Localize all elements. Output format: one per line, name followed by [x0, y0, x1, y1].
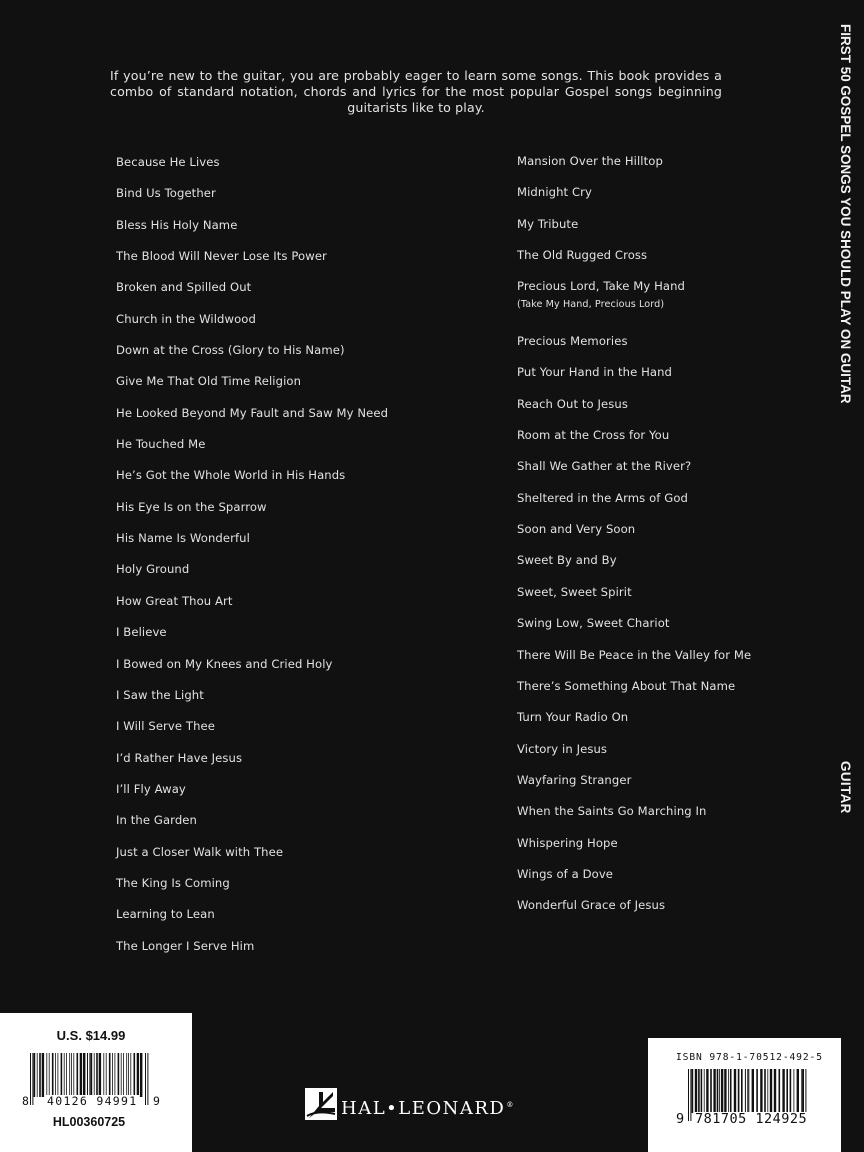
song-subtitle: (Take My Hand, Precious Lord): [517, 299, 665, 311]
song-list-left: [116, 154, 388, 969]
song-title: Shall We Gather at the River?: [517, 459, 692, 474]
song-item: [116, 750, 388, 781]
song-item: [116, 624, 388, 655]
song-title: Precious Lord, Take My Hand: [517, 279, 685, 294]
song-title: Holy Ground: [116, 562, 190, 577]
song-title: Wings of a Dove: [517, 866, 614, 881]
song-item: [116, 373, 388, 404]
publisher-name: [341, 1098, 515, 1119]
song-item: [116, 279, 388, 310]
song-item: [517, 364, 751, 395]
song-title: The King Is Coming: [116, 875, 230, 890]
song-item: [517, 521, 751, 552]
song-item: [517, 678, 751, 709]
song-title: Broken and Spilled Out: [116, 280, 252, 295]
song-title: He’s Got the Whole World in His Hands: [116, 468, 346, 483]
song-title: The Blood Will Never Lose Its Power: [116, 249, 327, 264]
song-title: Because He Lives: [116, 155, 220, 169]
song-item: [116, 217, 388, 248]
song-item: [116, 248, 388, 279]
publisher-name-text: HAL•LEONARD: [341, 1097, 506, 1119]
song-title: Soon and Very Soon: [517, 522, 636, 537]
song-item: [116, 185, 388, 216]
song-title: Just a Closer Walk with Thee: [116, 844, 284, 859]
song-item: [517, 866, 751, 897]
song-item: [517, 835, 751, 866]
song-item: [517, 709, 751, 740]
isbn-digit-first: 9: [676, 1111, 685, 1127]
song-item: [116, 405, 388, 436]
song-title: His Eye Is on the Sparrow: [116, 499, 267, 514]
song-item: [116, 467, 388, 498]
song-title: Learning to Lean: [116, 907, 215, 922]
song-title: I Will Serve Thee: [116, 719, 215, 734]
song-item: [517, 615, 751, 646]
song-item: [116, 499, 388, 530]
song-title: Bind Us Together: [116, 186, 216, 201]
song-item: [517, 153, 751, 184]
song-title: Down at the Cross (Glory to His Name): [116, 343, 345, 358]
spine-genre: GUITAR: [838, 761, 853, 814]
song-title: Wayfaring Stranger: [517, 772, 632, 787]
song-item: [116, 593, 388, 624]
song-title: I Believe: [116, 625, 167, 640]
song-item: [116, 687, 388, 718]
song-item: [517, 216, 751, 247]
song-title: Victory in Jesus: [517, 741, 608, 756]
song-title: Give Me That Old Time Religion: [116, 374, 302, 389]
song-item: [116, 154, 388, 185]
price-label: U.S. $14.99: [56, 1028, 126, 1043]
song-item: [517, 552, 751, 583]
song-title: Sweet By and By: [517, 553, 617, 568]
song-item: [517, 490, 751, 521]
song-title: Room at the Cross for You: [517, 428, 670, 443]
song-item: [116, 436, 388, 467]
song-item: [517, 647, 751, 678]
song-item: [116, 812, 388, 843]
song-item: [517, 247, 751, 278]
song-title: Midnight Cry: [517, 185, 593, 200]
publisher-logo: [305, 1086, 515, 1122]
song-item: [517, 278, 751, 333]
song-item: [116, 342, 388, 373]
isbn-digits-rest: 781705 124925: [695, 1111, 808, 1127]
song-item: [517, 333, 751, 364]
song-title: Church in the Wildwood: [116, 311, 256, 326]
song-item: [116, 311, 388, 342]
song-item: [116, 530, 388, 561]
song-item: [517, 396, 751, 427]
song-title: Sweet, Sweet Spirit: [517, 584, 632, 599]
product-sku: HL00360725: [52, 1115, 126, 1129]
song-list-right: [517, 153, 751, 929]
song-title: How Great Thou Art: [116, 593, 233, 608]
song-item: [116, 938, 388, 969]
song-title: I’ll Fly Away: [116, 781, 186, 796]
song-title: I Saw the Light: [116, 687, 204, 702]
song-title: The Longer I Serve Him: [116, 938, 255, 953]
song-title: When the Saints Go Marching In: [517, 804, 707, 819]
song-title: Bless His Holy Name: [116, 217, 238, 232]
song-title: He Touched Me: [116, 437, 206, 452]
song-title: Turn Your Radio On: [517, 710, 629, 725]
song-item: [116, 906, 388, 937]
song-item: [116, 781, 388, 812]
song-title: There’s Something About That Name: [517, 678, 736, 693]
song-title: Sheltered in the Arms of God: [517, 490, 689, 505]
song-item: [116, 875, 388, 906]
song-item: [517, 584, 751, 615]
song-title: Wonderful Grace of Jesus: [517, 898, 666, 913]
song-title: Mansion Over the Hilltop: [517, 154, 663, 168]
song-item: [517, 427, 751, 458]
registered-mark: ®: [506, 1100, 515, 1109]
song-item: [116, 844, 388, 875]
song-item: [517, 803, 751, 834]
song-item: [116, 718, 388, 749]
song-title: Put Your Hand in the Hand: [517, 365, 673, 380]
upc-digit-first: 8: [22, 1094, 29, 1108]
song-title: In the Garden: [116, 813, 197, 828]
song-item: [517, 741, 751, 772]
song-title: I’d Rather Have Jesus: [116, 750, 243, 765]
song-title: Swing Low, Sweet Chariot: [517, 616, 670, 631]
song-title: My Tribute: [517, 216, 579, 231]
song-title: The Old Rugged Cross: [517, 248, 648, 263]
hal-leonard-logo-icon: [305, 1088, 337, 1120]
song-title: I Bowed on My Knees and Cried Holy: [116, 656, 333, 671]
song-item: [517, 772, 751, 803]
upc-digits-middle: 40126 94991: [47, 1094, 138, 1108]
upc-barcode-panel: [0, 1013, 192, 1152]
song-item: [517, 184, 751, 215]
song-title: There Will Be Peace in the Valley for Me: [517, 647, 752, 662]
spine-title: FIRST 50 GOSPEL SONGS YOU SHOULD PLAY ON GUITAR: [838, 24, 853, 404]
isbn-label: ISBN 978-1-70512-492-5: [676, 1052, 823, 1063]
isbn-barcode-panel: [648, 1038, 841, 1152]
song-title: Reach Out to Jesus: [517, 396, 628, 411]
song-title: His Name Is Wonderful: [116, 531, 250, 546]
song-title: Precious Memories: [517, 334, 628, 349]
song-item: [116, 656, 388, 687]
song-title: He Looked Beyond My Fault and Saw My Need: [116, 405, 389, 420]
intro-paragraph: If you’re new to the guitar, you are probably eager to learn some songs. This book provides a combo of standard notation, chords and lyrics for the most popular Gospel songs beginning guitarists like to play.: [110, 67, 722, 115]
song-item: [517, 458, 751, 489]
song-title: Whispering Hope: [517, 835, 618, 850]
song-item: [116, 561, 388, 592]
song-item: [517, 897, 751, 928]
upc-digit-last: 9: [153, 1094, 160, 1108]
